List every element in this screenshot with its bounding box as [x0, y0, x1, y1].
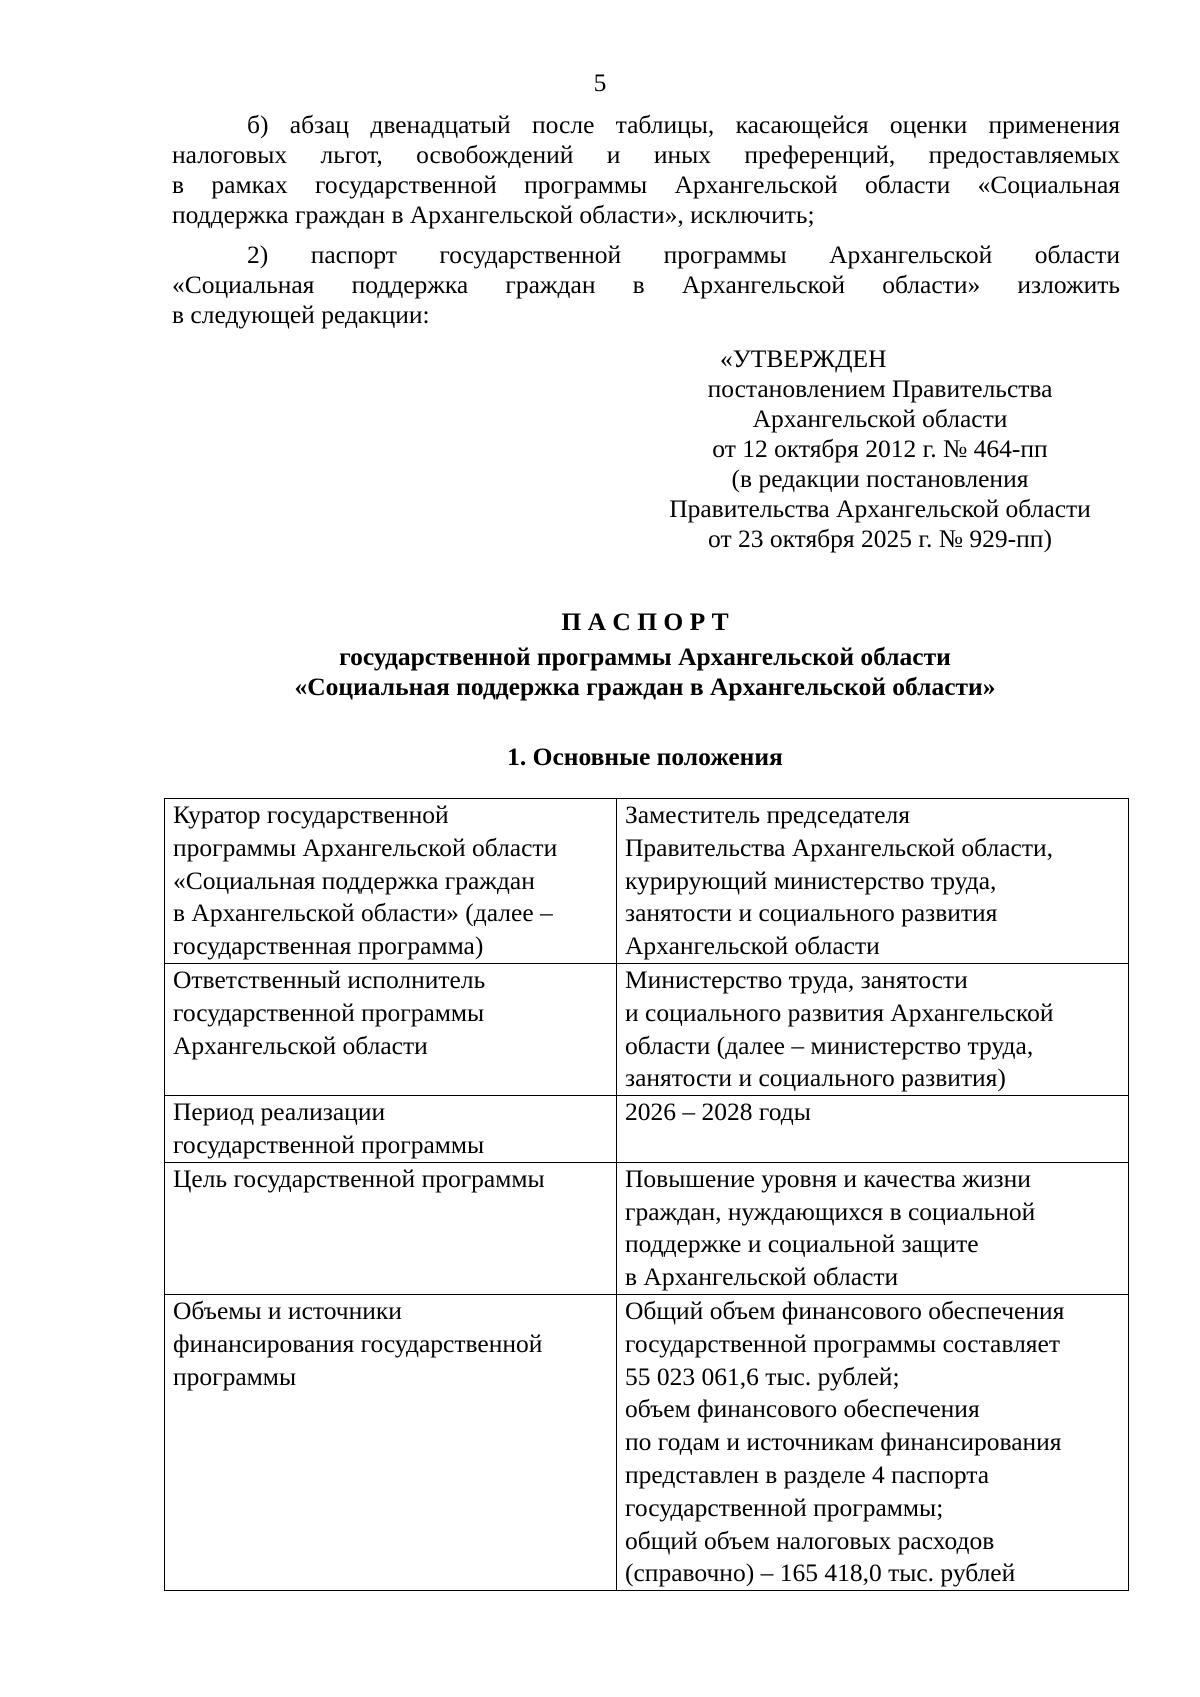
- approval-line: Правительства Архангельской области: [669, 494, 1091, 523]
- item-2-line: в следующей редакции:: [172, 300, 430, 329]
- approval-line: (в редакции постановления: [731, 464, 1029, 493]
- approval-line: от 12 октября 2012 г. № 464-пп: [712, 434, 1048, 463]
- intro-line: в рамках государственной программы Архангельской области «Социальная: [172, 170, 1120, 199]
- intro-line: б) абзац двенадцатый после таблицы, касающейся оценки применения: [247, 110, 1120, 139]
- row-value: Заместитель председателя Правительства Архангельской области, курирующий министерство труда, занятости и социального развития Архангельской области: [617, 799, 1129, 964]
- page-number: 5: [593, 68, 607, 97]
- approval-line: постановлением Правительства: [707, 374, 1053, 403]
- intro-paragraph: [172, 110, 1120, 230]
- passport-subtitle: государственной программы Архангельской области: [339, 642, 951, 671]
- table-row: [165, 1096, 1129, 1163]
- section-title: 1. Основные положения: [507, 742, 783, 771]
- row-label: Цель государственной программы: [165, 1162, 617, 1294]
- table-row: [165, 1162, 1129, 1294]
- item-2-line: 2) паспорт государственной программы Архангельской области: [247, 240, 1120, 269]
- table-row: [165, 963, 1129, 1095]
- table-row: [165, 799, 1129, 964]
- row-label: Объемы и источники финансирования государственной программы: [165, 1294, 617, 1590]
- approval-line: «УТВЕРЖДЕН: [720, 344, 887, 373]
- item-2-paragraph: [172, 240, 1120, 330]
- row-value: 2026 – 2028 годы: [617, 1096, 1129, 1163]
- passport-subtitle: «Социальная поддержка граждан в Архангельской области»: [294, 672, 996, 701]
- passport-title: П А С П О Р Т: [561, 607, 729, 636]
- row-value: Общий объем финансового обеспечения государственной программы составляет 55 023 061,6 тыс. рублей; объем финансового обеспечения по годам и источникам финансирования представлен в разделе 4 паспорта государственной программы; общий объем налоговых расходов (справочно) – 165 418,0 тыс. рублей: [617, 1294, 1129, 1590]
- item-2-line: «Социальная поддержка граждан в Архангельской области» изложить: [172, 270, 1120, 299]
- row-label: Ответственный исполнитель государственной программы Архангельской области: [165, 963, 617, 1095]
- approval-line: от 23 октября 2025 г. № 929-пп): [708, 524, 1052, 553]
- intro-line: налоговых льгот, освобождений и иных преференций, предоставляемых: [172, 140, 1120, 169]
- row-label: Куратор государственной программы Архангельской области «Социальная поддержка граждан в Архангельской области» (далее – государственная программа): [165, 799, 617, 964]
- approval-stamp: [640, 344, 1120, 554]
- basic-provisions-table: [164, 798, 1129, 1591]
- row-label: Период реализации государственной программы: [165, 1096, 617, 1163]
- table-row: [165, 1294, 1129, 1590]
- approval-line: Архангельской области: [752, 404, 1008, 433]
- row-value: Повышение уровня и качества жизни граждан, нуждающихся в социальной поддержке и социальной защите в Архангельской области: [617, 1162, 1129, 1294]
- row-value: Министерство труда, занятости и социального развития Архангельской области (далее – министерство труда, занятости и социального развития): [617, 963, 1129, 1095]
- intro-line: поддержка граждан в Архангельской области», исключить;: [172, 200, 815, 229]
